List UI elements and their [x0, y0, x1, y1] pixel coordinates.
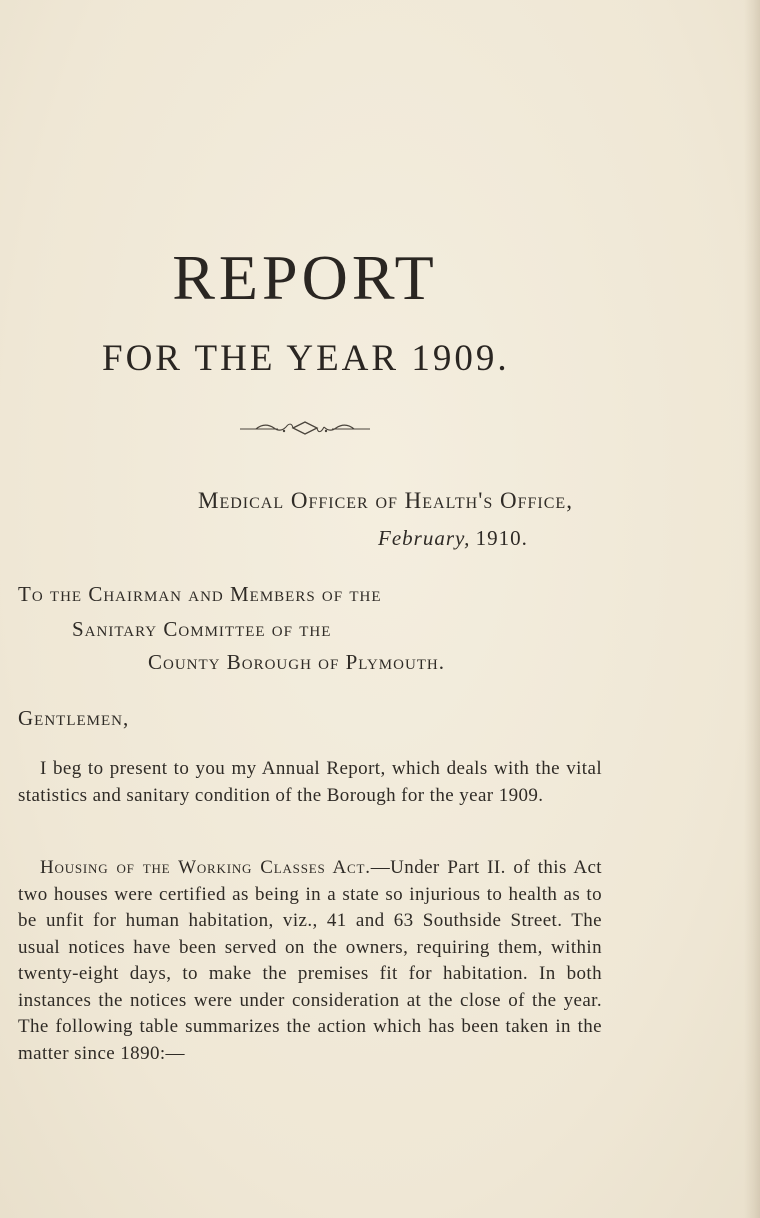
- date-line: [378, 526, 528, 551]
- report-title: REPORT: [172, 242, 438, 313]
- paragraph-housing: [18, 855, 602, 1067]
- report-subtitle: FOR THE YEAR 1909.: [102, 338, 510, 379]
- page-edge-shadow: [744, 0, 760, 1218]
- paragraph-intro: I beg to present to you my Annual Report, which deals with the vital statistics and sanitary condition of the Borough for the year 1909.: [18, 758, 602, 806]
- office-line: Medical Officer of Health's Office,: [198, 488, 573, 513]
- date-month: February,: [378, 526, 471, 550]
- address-line-2: Sanitary Committee of the: [72, 617, 332, 641]
- housing-text: —Under Part II. of this Act two houses were certified as being in a state so injurious to health as to be unfit for human habitation, viz., 41 and 63 Southside Street. The usual notices have been served on the owners, requiring them, within twenty-eight days, to make the premises fit for habitation. In both instances the notices were under consideration at the close of the year. The following table summarizes the action which has been taken in the matter since 1890:—: [18, 857, 602, 1064]
- address-line-1: To the Chairman and Members of the: [18, 582, 382, 606]
- housing-heading: Housing of the Working Classes Act.: [40, 857, 371, 878]
- ornament-divider-icon: [238, 420, 372, 436]
- address-line-3: County Borough of Plymouth.: [148, 650, 446, 674]
- salutation: Gentlemen,: [18, 706, 130, 730]
- date-year: 1910.: [475, 526, 528, 550]
